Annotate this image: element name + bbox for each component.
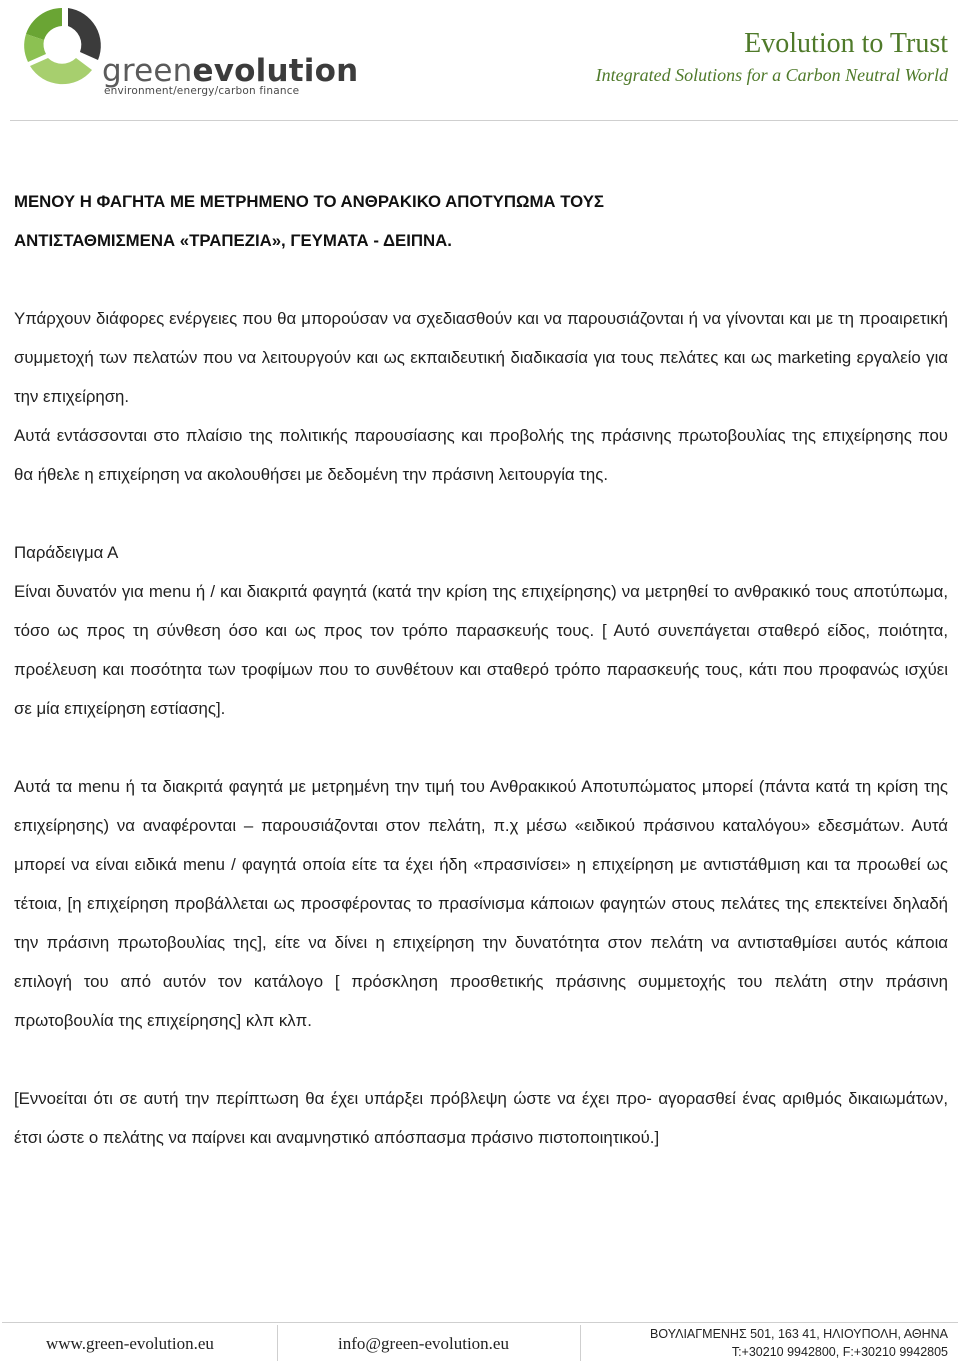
brand-evolution: evolution [192,53,359,89]
footer-separator [580,1325,581,1361]
subtagline: Integrated Solutions for a Carbon Neutral World [595,65,948,85]
website-link[interactable]: www.green-evolution.eu [46,1334,214,1353]
brand-subtitle: environment/energy/carbon finance [104,85,300,97]
page-header [0,0,960,120]
footer-separator [277,1325,278,1361]
document-title-line1: ΜΕΝΟΥ Η ΦΑΓΗΤΑ ΜΕ ΜΕΤΡΗΜΕΝΟ ΤΟ ΑΝΘΡΑΚΙΚΟ ΑΠΟΤΥΠΩΜΑ ΤΟΥΣ [14,192,605,211]
spacer [14,728,948,767]
greenevolution-logo [18,4,359,104]
paragraph-1: Υπάρχουν διάφορες ενέργειες που θα μπορούσαν να σχεδιασθούν και να παρουσιάζονται ή να γίνονται και με τη προαιρετική συμμετοχή των πελατών που να λειτουργούν και ως εκπαιδευτική διαδικασία για τους πελάτες και ως marketing εργαλείο για την επιχείρηση. [14,309,948,406]
brand-wordmark [102,54,358,88]
footer-email-cell [338,1323,509,1364]
tagline-block [596,28,948,88]
document-body [14,182,948,1157]
paragraph-3: Είναι δυνατόν για menu ή / και διακριτά φαγητά (κατά την κρίση της επιχείρησης) να μετρηθεί το ανθρακικό τους αποτύπωμα, τόσο ως προς τη σύνθεση όσο και ως προς τον τρόπο παρασκευής τους. [ Αυτό συνεπάγεται σταθερό είδος, ποιότητα, προέλευση και ποσότητα των τροφίμων που το συνθέτουν και σταθερό τρόπο παρασκευής τους, κάτι που προφανώς ισχύει σε μία επιχείρηση εστίασης]. [14,582,948,718]
document-title-line2: ΑΝΤΙΣΤΑΘΜΙΣΜΕΝΑ «ΤΡΑΠΕΖΙΑ», ΓΕΥΜΑΤΑ - ΔΕΙΠΝΑ. [14,231,452,250]
page-footer [0,1323,960,1364]
paragraph-2: Αυτά εντάσσονται στο πλαίσιο της πολιτικής παρουσίασης και προβολής της πράσινης πρωτοβουλίας της επιχείρησης που θα ήθελε η επιχείρηση να ακολουθήσει με δεδομένη την πράσινη λειτουργία της. [14,426,948,484]
tagline: Evolution to Trust [744,28,948,59]
footer-contact [650,1325,948,1361]
paragraph-4: Αυτά τα menu ή τα διακριτά φαγητά με μετρημένη την τιμή του Ανθρακικού Αποτυπώματος μπορεί (πάντα κατά τη κρίση της επιχείρησης) να αναφέρονται – παρουσιάζονται στον πελάτη, π.χ μέσω «ειδικού πράσινου καταλόγου» εδεσμάτων. Αυτά μπορεί να είναι ειδικά menu / φαγητά οποία είτε τα έχει ήδη «πρασινίσει» η επιχείρηση με αντιστάθμιση και τα προωθεί ως τέτοια, [η επιχείρηση προβάλλεται ως προσφέροντας το πρασίνισμα κάποιων φαγητών στους πελάτες της επεκτείνει δηλαδή την πράσινη πρωτοβουλίας της], είτε να δίνει η επιχείρηση την δυνατότητα στον πελάτη να αντισταθμίσει αυτός κάποια επιλογή του από αυτόν τον κατάλογο [ πρόσκληση προσθετικής πράσινης συμμετοχής του πελάτη στην πράσινη πρωτοβουλία της επιχείρησης] κλπ κλπ. [14,777,948,1030]
spacer [14,1040,948,1079]
header-divider [10,120,958,121]
example-heading: Παράδειγμα Α [14,543,119,562]
paragraph-5: [Εννοείται ότι σε αυτή την περίπτωση θα έχει υπάρξει πρόβλεψη ώστε να έχει προ- αγορασθεί ένας αριθμός δικαιωμάτων, έτσι ώστε ο πελάτης να παίρνει και αναμνηστικό απόσπασμα πράσινο πιστοποιητικού.] [14,1089,948,1147]
footer-address: ΒΟΥΛΙΑΓΜΕΝΗΣ 501, 163 41, ΗΛΙΟΥΠΟΛΗ, ΑΘΗΝΑ [650,1327,948,1341]
email-link[interactable]: info@green-evolution.eu [338,1334,509,1353]
spacer [14,494,948,533]
footer-website-cell [46,1323,214,1364]
footer-phones: T:+30210 9942800, F:+30210 9942805 [731,1345,948,1359]
brand-green: green [102,53,193,89]
spacer [14,260,948,299]
